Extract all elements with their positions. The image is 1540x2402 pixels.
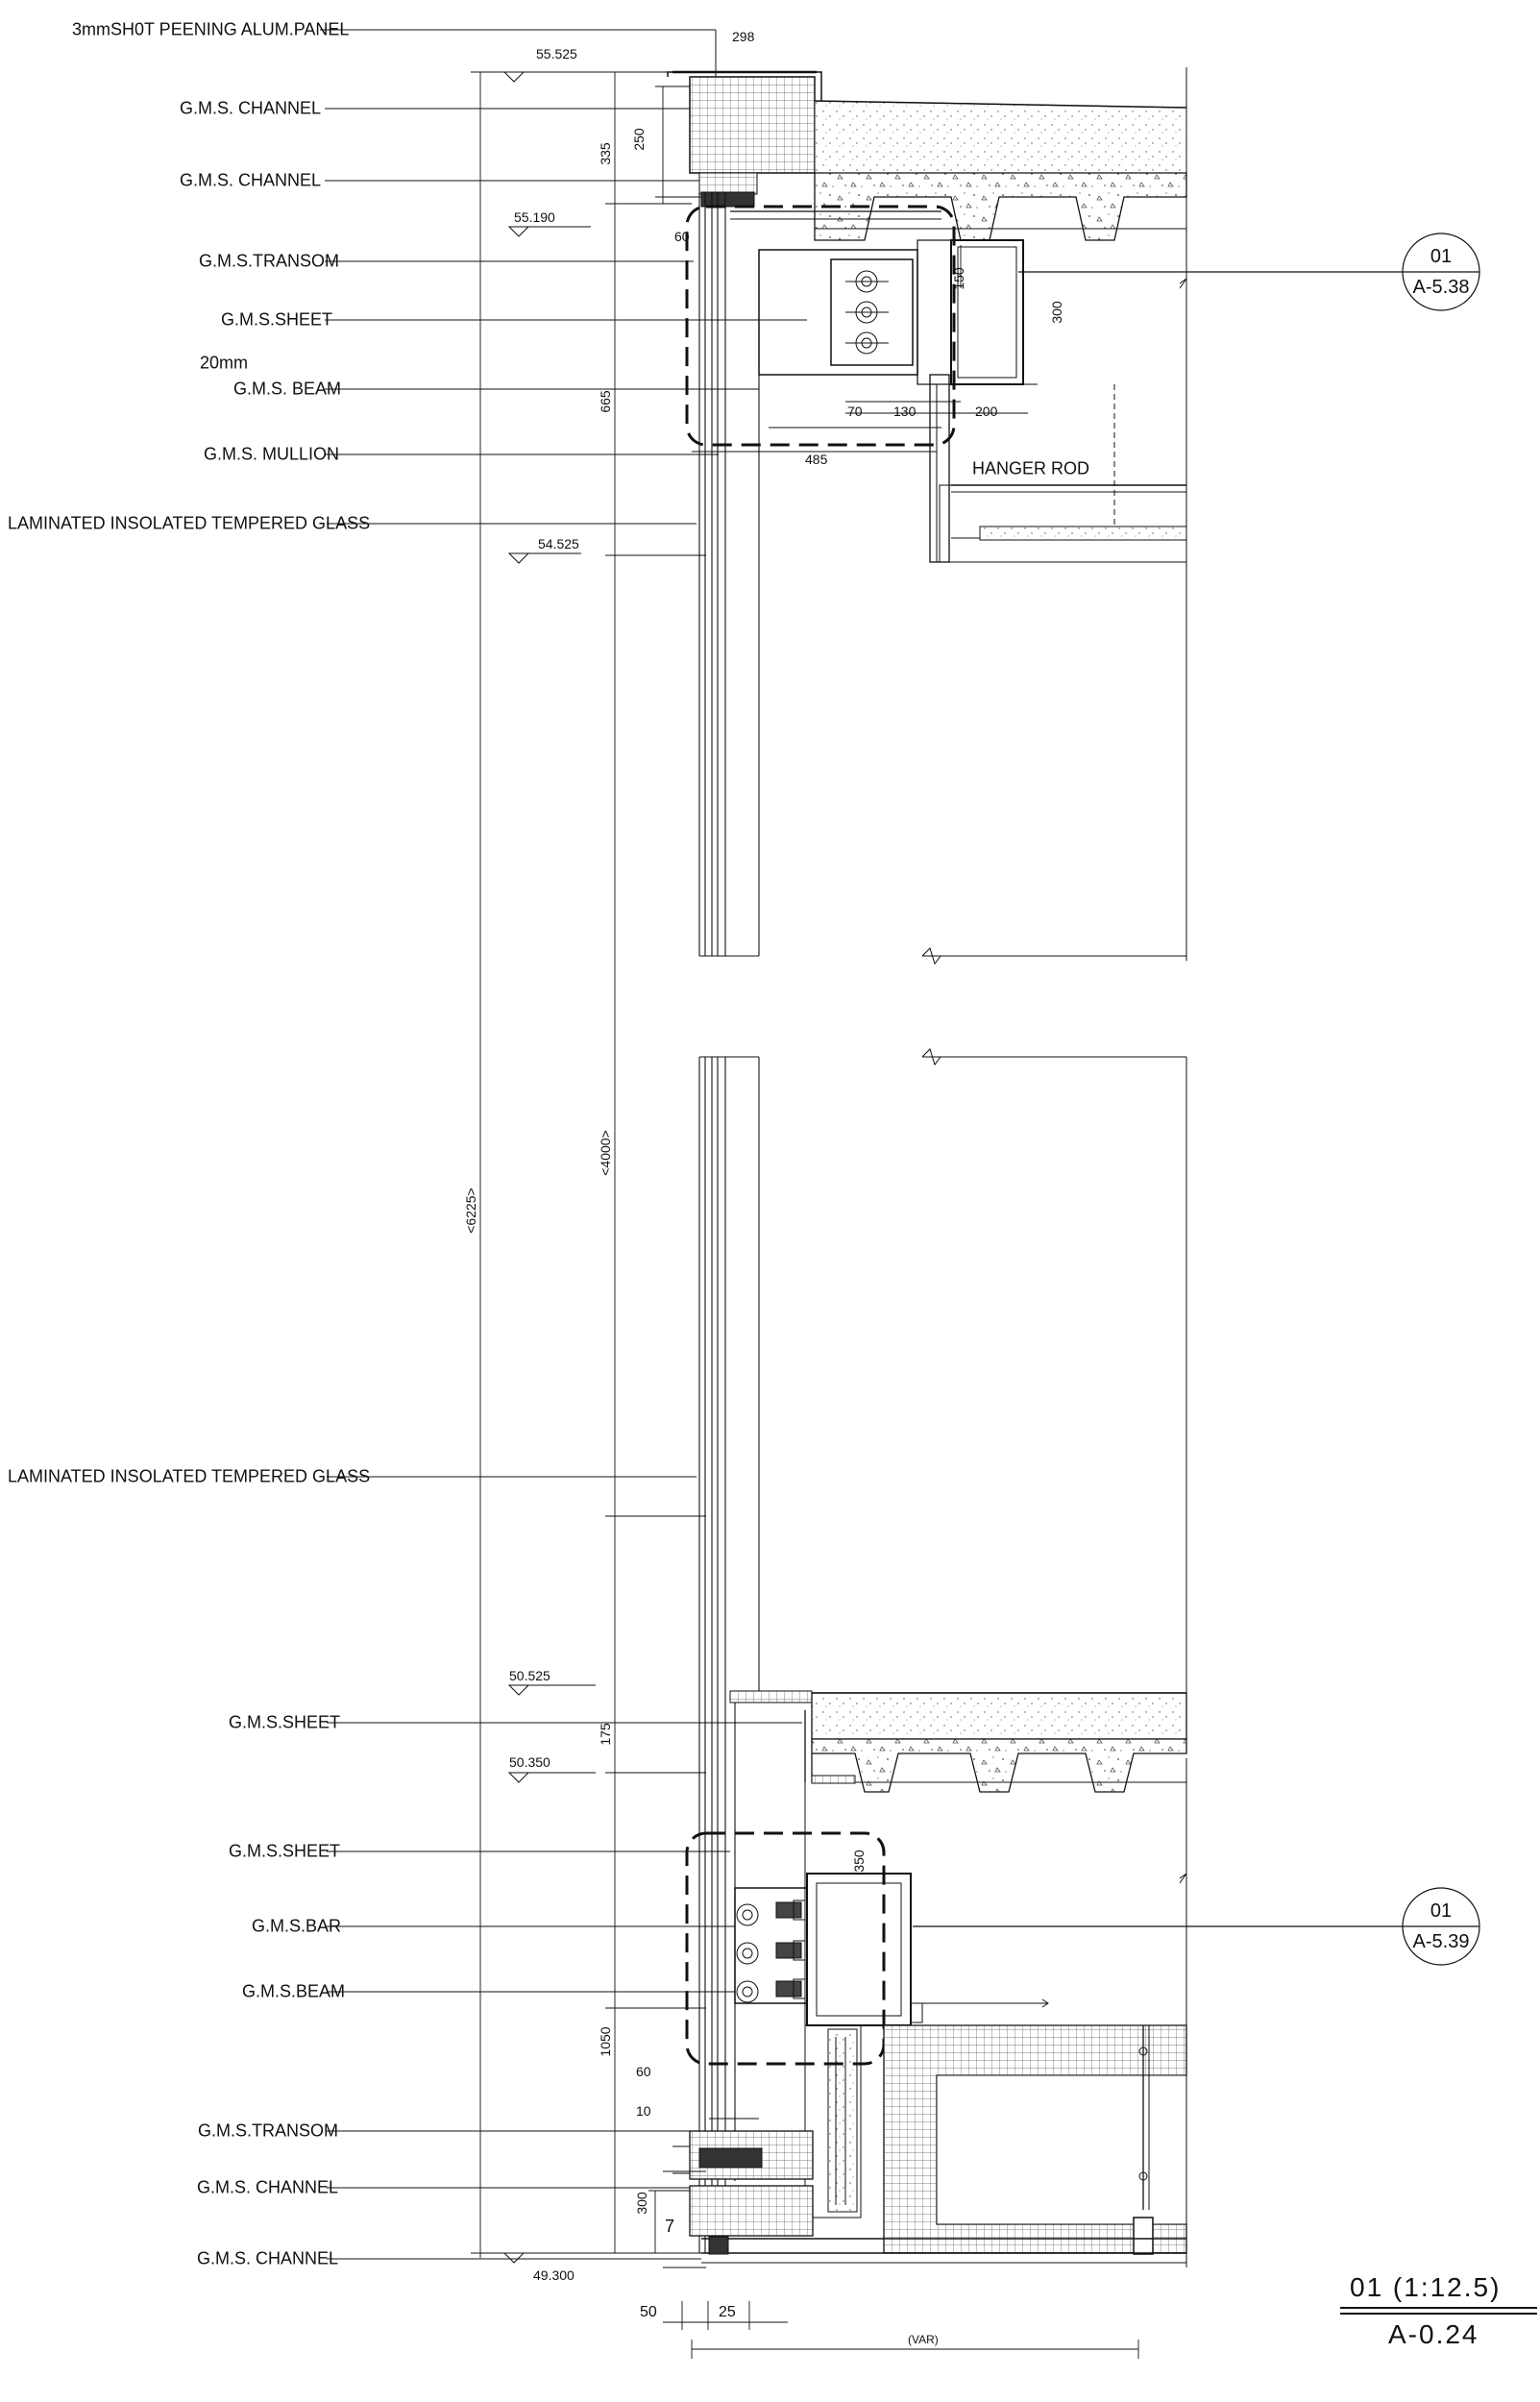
dim-485: 485 bbox=[805, 452, 828, 467]
dim-25: 25 bbox=[719, 2304, 736, 2320]
label-beam-top: G.M.S. BEAM bbox=[233, 379, 342, 399]
label-sheet-bot-2: G.M.S.SHEET bbox=[229, 1841, 341, 1861]
dim-298: 298 bbox=[732, 29, 755, 44]
label-alum-panel: 3mmSH0T PEENING ALUM.PANEL bbox=[72, 19, 350, 39]
drawing-reference: A-0.24 bbox=[1388, 2319, 1479, 2349]
label-glass-2: LAMINATED INSOLATED TEMPERED GLASS bbox=[8, 1466, 371, 1486]
label-sheet-top: G.M.S.SHEET bbox=[221, 309, 333, 330]
label-beam-note: 20mm bbox=[200, 353, 249, 373]
leader-lines bbox=[320, 30, 807, 2259]
label-channel-2: G.M.S. CHANNEL bbox=[180, 170, 322, 190]
dim-60-bot: 60 bbox=[636, 2064, 651, 2079]
callout-bottom-detail: 01 bbox=[1430, 1900, 1453, 1922]
dim-60-top: 60 bbox=[674, 229, 690, 244]
bottom-sill bbox=[663, 2131, 813, 2254]
label-sheet-bot-1: G.M.S.SHEET bbox=[229, 1712, 341, 1732]
dim-50: 50 bbox=[640, 2304, 657, 2320]
callout-top-detail: 01 bbox=[1430, 246, 1453, 267]
dim-150: 150 bbox=[951, 267, 966, 290]
level-50350: 50.350 bbox=[509, 1754, 550, 1770]
label-channel-1: G.M.S. CHANNEL bbox=[180, 98, 322, 118]
structure-lines bbox=[922, 67, 1186, 2267]
label-hanger-rod: HANGER ROD bbox=[972, 458, 1090, 478]
dim-335: 335 bbox=[598, 142, 613, 165]
top-parapet bbox=[668, 72, 821, 207]
dim-175: 175 bbox=[598, 1723, 613, 1746]
level-50525: 50.525 bbox=[509, 1668, 550, 1683]
dim-7: 7 bbox=[665, 2217, 675, 2236]
dim-10: 10 bbox=[636, 2103, 651, 2119]
dim-665: 665 bbox=[598, 390, 613, 413]
dim-6225: <6225> bbox=[463, 1188, 478, 1234]
label-transom-bot: G.M.S.TRANSOM bbox=[198, 2120, 339, 2141]
dim-250: 250 bbox=[631, 128, 647, 151]
callout-bottom-sheet: A-5.39 bbox=[1412, 1931, 1470, 1952]
title-underline bbox=[1340, 2308, 1537, 2314]
level-55525: 55.525 bbox=[536, 46, 577, 61]
top-beam-connection bbox=[730, 211, 1186, 562]
label-mullion: G.M.S. MULLION bbox=[204, 444, 340, 464]
dim-300-top: 300 bbox=[1049, 301, 1064, 324]
dim-300-bot: 300 bbox=[634, 2192, 649, 2215]
label-channel-3: G.M.S. CHANNEL bbox=[197, 2177, 339, 2197]
level-54525: 54.525 bbox=[538, 536, 579, 551]
drawing-scale-title: 01 (1:12.5) bbox=[1350, 2272, 1502, 2302]
callout-top-sheet: A-5.38 bbox=[1412, 277, 1470, 298]
level-markers bbox=[504, 72, 596, 2263]
bottom-slab bbox=[730, 1691, 1186, 2027]
dim-200: 200 bbox=[975, 404, 998, 419]
curtain-wall-glass bbox=[699, 192, 759, 2253]
label-transom-top: G.M.S.TRANSOM bbox=[199, 251, 340, 271]
dim-var: (VAR) bbox=[908, 2333, 939, 2346]
label-beam-bot: G.M.S.BEAM bbox=[242, 1981, 346, 2001]
level-49300: 49.300 bbox=[533, 2267, 574, 2283]
label-bar: G.M.S.BAR bbox=[252, 1916, 342, 1936]
dim-70: 70 bbox=[847, 404, 863, 419]
label-channel-4: G.M.S. CHANNEL bbox=[197, 2248, 339, 2268]
dim-1050: 1050 bbox=[598, 2026, 613, 2057]
level-55190: 55.190 bbox=[514, 209, 555, 225]
dim-350: 350 bbox=[851, 1850, 867, 1873]
label-glass-1: LAMINATED INSOLATED TEMPERED GLASS bbox=[8, 513, 371, 533]
dim-4000: <4000> bbox=[598, 1130, 613, 1176]
dim-130: 130 bbox=[893, 404, 917, 419]
